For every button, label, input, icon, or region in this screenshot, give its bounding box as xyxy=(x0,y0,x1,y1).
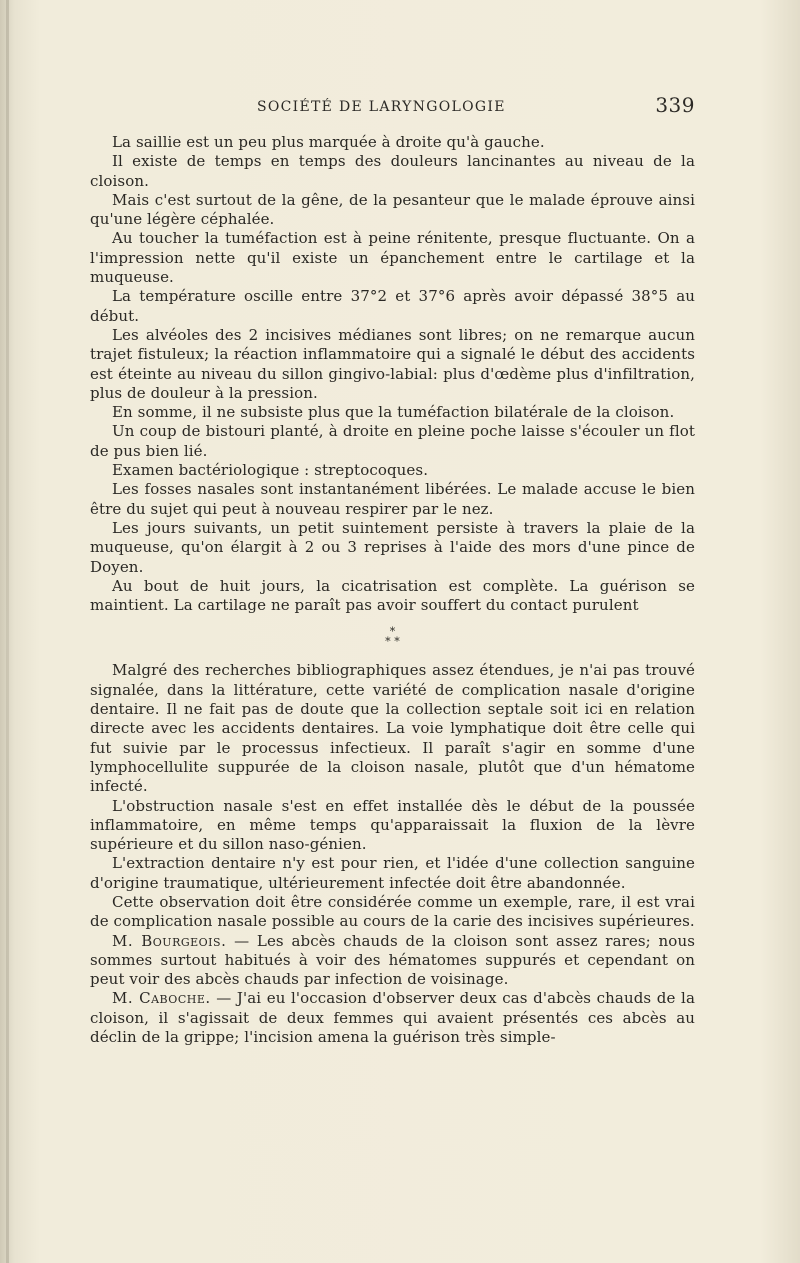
asterism-bottom: * * xyxy=(385,635,400,649)
page-body xyxy=(90,133,695,1047)
paragraph: L'obstruction nasale s'est en effet installée dès le début de la poussée inflammatoire, en même temps qu'apparaissait la fluxion de la lèvre supérieure et du sillon naso-génien. xyxy=(90,796,695,854)
paragraph: L'extraction dentaire n'y est pour rien, et l'idée d'une collection sanguine d'origine traumatique, ultérieurement infectée doit être abandonnée. xyxy=(90,854,695,892)
paragraph: Malgré des recherches bibliographiques assez étendues, je n'ai pas trouvé signalée, dans la littérature, cette variété de complication nasale d'origine dentaire. Il ne fait pas de doute que la collection septale soit ici en relation directe avec les accidents dentaires. La voie lymphatique doit être celle qui fut suivie par le processus infectieux. Il paraît s'agir en somme d'une lymphocellulite suppurée de la cloison nasale, plutôt que d'un hématome infecté. xyxy=(90,661,695,796)
speaker-remark: — J'ai eu l'occasion d'observer deux cas d'abcès chauds de la cloison, il s'agissait de deux femmes qui avaient présentés ces abcès au déclin de la grippe; l'incision amena la guérison très simple- xyxy=(90,989,695,1047)
discussion-paragraph xyxy=(90,932,695,990)
paragraph: Les alvéoles des 2 incisives médianes sont libres; on ne remarque aucun trajet fistuleux; la réaction inflammatoire qui a signalé le début des accidents est éteinte au niveau du sillon gingivo-labial: plus d'œdème plus d'infiltration, plus de douleur à la pression. xyxy=(90,325,695,402)
paragraph: Un coup de bistouri planté, à droite en pleine poche laisse s'écouler un flot de pus bien lié. xyxy=(90,422,695,460)
page-number: 339 xyxy=(655,93,695,117)
paragraph: La température oscille entre 37°2 et 37°6 après avoir dépassé 38°5 au début. xyxy=(90,287,695,325)
speaker-name: M. Bourgeois. xyxy=(112,931,227,950)
paragraph: Les fosses nasales sont instantanément libérées. Le malade accuse le bien être du sujet qui peut à nouveau respirer par le nez. xyxy=(90,480,695,518)
speaker-remark: — Les abcès chauds de la cloison sont assez rares; nous sommes surtout habitués à voir des hématomes suppurés et cependant on peut voir des abcès chauds par infection de voisinage. xyxy=(90,931,695,989)
paragraph: Mais c'est surtout de la gêne, de la pesanteur que le malade éprouve ainsi qu'une légère céphalée. xyxy=(90,190,695,229)
paragraph: Au bout de huit jours, la cicatrisation est complète. La guérison se maintient. La cartilage ne paraît pas avoir souffert du contact purulent xyxy=(90,576,695,615)
running-title: SOCIÉTÉ DE LARYNGOLOGIE xyxy=(257,99,506,115)
speaker-name: M. Caboche. xyxy=(112,989,211,1008)
paragraph: En somme, il ne subsiste plus que la tuméfaction bilatérale de la cloison. xyxy=(112,403,675,422)
paragraph: Il existe de temps en temps des douleurs lancinantes au niveau de la cloison. xyxy=(90,152,695,190)
page-header xyxy=(90,93,695,121)
paragraph: Au toucher la tuméfaction est à peine rénitente, presque fluctuante. On a l'impression nette qu'il existe un épanchement entre le cartilage et la muqueuse. xyxy=(90,229,695,287)
paragraph: Les jours suivants, un petit suintement persiste à travers la plaie de la muqueuse, qu'on élargit à 2 ou 3 reprises à l'aide des mors d'une pince de Doyen. xyxy=(90,518,695,576)
asterism-top: * xyxy=(389,625,396,639)
paragraph: Cette observation doit être considérée comme un exemple, rare, il est vrai de complication nasale possible au cours de la carie des incisives supérieures. xyxy=(90,892,695,931)
discussion-paragraph xyxy=(90,989,695,1047)
section-asterism xyxy=(90,627,695,647)
page-fold-shadow xyxy=(6,0,9,1263)
paragraph: La saillie est un peu plus marquée à droite qu'à gauche. xyxy=(112,133,545,151)
paragraph: Examen bactériologique : streptocoques. xyxy=(112,461,429,480)
